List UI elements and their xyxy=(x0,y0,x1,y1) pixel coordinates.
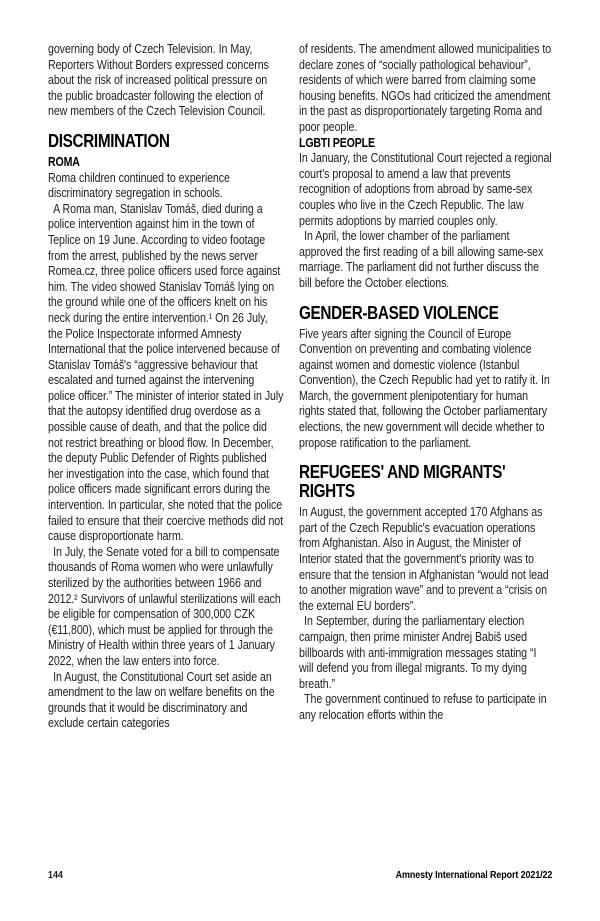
paragraph: In August, the government accepted 170 Afghans as part of the Czech Republic's evacuation operations from Afghanistan. Also in August, the Minister of Interior stated that the government's priority was to ensure that the tension in Afghanistan “would not lead to another migration wave” and to prevent a “crisis on the external EU borders”. xyxy=(299,505,549,613)
section-heading: REFUGEES' AND MIGRANTS' RIGHTS xyxy=(299,462,506,502)
left-column xyxy=(48,42,283,732)
right-column xyxy=(299,42,552,724)
paragraph: A Roma man, Stanislav Tomáš, died during a police intervention against him in the town of Teplice on 19 June. According to video footage from the arrest, published by the news server Romea.cz, three police officers used force against him. The video showed Stanislav Tomáš lying on the ground while one of the officers knelt on his neck during the entire intervention.¹ On 26 July, the Police Inspectorate informed Amnesty International that the police intervened because of Stanislav Tomáš's “aggressive behaviour that escalated and turned against the intervening police officer.” The minister of interior stated in July that the autopsy identified drug overdose as a possible cause of death, and that the police did not restrict breathing or blood flow. In December, the deputy Public Defender of Rights published her investigation into the case, which found that police officers made significant errors during the intervention. In particular, she noted that the police failed to ensure that their coercive methods did not cause disproportionate harm. xyxy=(48,201,284,544)
paragraph: of residents. The amendment allowed municipalities to declare zones of “socially pathological behaviour”, residents of which were barred from claiming some housing benefits. NGOs had criticized the amendment in the past as disproportionately targeting Roma and poor people. xyxy=(299,42,552,134)
footer-report-title: Amnesty International Report 2021/22 xyxy=(395,869,552,881)
paragraph: In April, the lower chamber of the parliament approved the first reading of a bill allowing same-sex marriage. The parliament did not further discuss the bill before the October elections. xyxy=(299,229,544,290)
paragraph: In August, the Constitutional Court set aside an amendment to the law on welfare benefits on the grounds that it would be discriminatory and exclude certain categories xyxy=(48,669,275,731)
paragraph: In July, the Senate voted for a bill to compensate thousands of Roma women who were unlawfully sterilized by the authorities between 1966 and 2012.² Survivors of unlawful sterilizations will each be eligible for compensation of 300,000 CZK (€11,800), which must be applied for through the Ministry of Health within three years of 1 January 2022, when the law enters into force. xyxy=(48,544,281,668)
section-heading: DISCRIMINATION xyxy=(48,130,170,151)
paragraph: Roma children continued to experience discriminatory segregation in schools. xyxy=(48,170,230,201)
paragraph: The government continued to refuse to participate in any relocation efforts within the xyxy=(299,692,547,722)
sub-heading: LGBTI PEOPLE xyxy=(299,135,375,150)
paragraph: In January, the Constitutional Court rejected a regional court's proposal to amend a law that prevents recognition of adoptions from abroad by same-sex couples who live in the Czech Republic. The law permits adoptions by married couples only. xyxy=(299,151,552,228)
paragraph: In September, during the parliamentary election campaign, then prime minister Andrej Babiš used billboards with anti-immigration messages stating “I will defend you from illegal migrants. To my dying breath.” xyxy=(299,614,537,691)
paragraph: governing body of Czech Television. In May, Reporters Without Borders expressed concerns about the risk of increased political pressure on the public broadcaster following the election of new members of the Czech Television Council. xyxy=(48,42,269,119)
section-heading: GENDER-BASED VIOLENCE xyxy=(299,302,499,323)
sub-heading: ROMA xyxy=(48,154,80,169)
page-number: 144 xyxy=(48,869,63,881)
paragraph: Five years after signing the Council of Europe Convention on preventing and combating violence against women and domestic violence (Istanbul Convention), the Czech Republic had yet to ratify it. In March, the government plenipotentiary for human rights stated that, following the October parliamentary elections, the new government will decide whether to propose ratification to the parliament. xyxy=(299,326,550,450)
